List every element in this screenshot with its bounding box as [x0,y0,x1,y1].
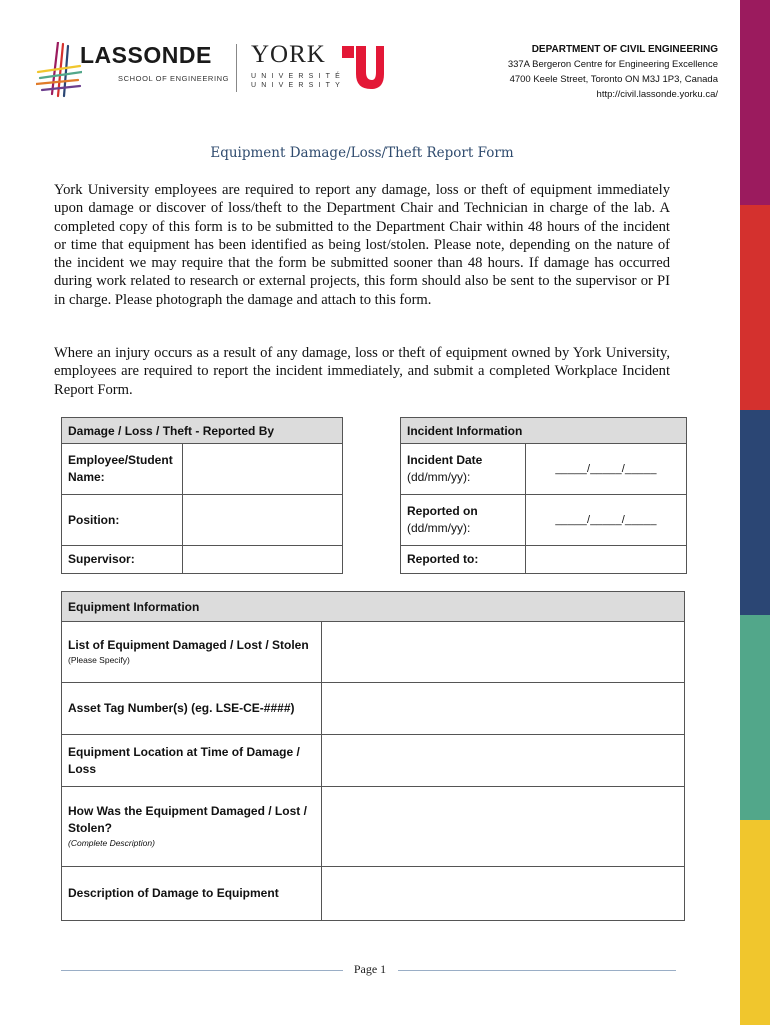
how-damaged-label [62,787,322,867]
reported-on-format: (dd/mm/yy): [407,521,471,535]
color-band-red [740,205,770,410]
equipment-location-label: Equipment Location at Time of Damage / Loss [62,735,322,787]
university-line-text: UNIVERSITY [251,82,346,89]
employee-name-label: Employee/Student Name: [62,444,183,495]
department-header [440,42,718,102]
employee-name-field[interactable] [183,444,343,495]
color-band-navy [740,410,770,615]
position-label: Position: [62,495,183,546]
side-color-bar [740,0,770,1024]
position-field[interactable] [183,495,343,546]
lassonde-wordmark: LASSONDE [80,42,212,68]
incident-date-format: (dd/mm/yy): [407,470,471,484]
reported-on-field[interactable]: _____/_____/_____ [526,495,687,546]
equipment-information-header: Equipment Information [62,592,685,622]
asset-tag-field[interactable] [322,683,685,735]
equipment-information-table [61,591,685,921]
logo-divider [236,44,237,92]
how-damaged-title: How Was the Equipment Damaged / Lost / Stolen? [68,804,307,835]
supervisor-label: Supervisor: [62,546,183,574]
asset-tag-label: Asset Tag Number(s) (eg. LSE-CE-####) [62,683,322,735]
address-line-2: 4700 Keele Street, Toronto ON M3J 1P3, Canada [509,74,718,85]
supervisor-field[interactable] [183,546,343,574]
equipment-list-title: List of Equipment Damaged / Lost / Stolen [68,638,309,652]
equipment-list-field[interactable] [322,622,685,683]
lassonde-york-logo [36,40,396,100]
reported-by-header: Damage / Loss / Theft - Reported By [62,418,343,444]
universite-text: UNIVERSITÉ [251,73,346,80]
how-damaged-field[interactable] [322,787,685,867]
equipment-location-field[interactable] [322,735,685,787]
color-band-magenta [740,0,770,205]
page-number: Page 1 [353,962,387,976]
university-text [251,72,345,90]
how-damaged-note: (Complete Description) [68,838,155,848]
lassonde-mark-icon [36,42,82,98]
reported-on-label [401,495,526,546]
color-band-teal [740,615,770,820]
footer-rule-right [398,970,676,971]
address-line-1: 337A Bergeron Centre for Engineering Excellence [507,59,718,70]
form-title: Equipment Damage/Loss/Theft Report Form [210,145,514,161]
damage-description-label: Description of Damage to Equipment [62,867,322,921]
reported-on-title: Reported on [407,504,478,518]
incident-information-header: Incident Information [401,418,687,444]
york-u-logo-icon [342,44,384,90]
color-band-yellow [740,820,770,1025]
york-wordmark: YORK [251,41,326,68]
school-of-engineering-text: SCHOOL OF ENGINEERING [118,74,230,83]
reported-by-table [61,417,343,574]
incident-date-label [401,444,526,495]
equipment-list-label [62,622,322,683]
incident-date-title: Incident Date [407,453,483,467]
instructions-paragraph-1: York University employees are required to report any damage, loss or theft of equipment immediately upon damage or discover of loss/theft to the Department Chair and Technician in charge of the lab. A completed copy of this form is to be submitted to the Department Chair within 48 hours of the incident or time that equipment has been identified as being lost/stolen. Please note, depending on the nature of the incident we may require that the form be submitted sooner than 48 hours. If damage has occurred during work related to research or external projects, this form should also be sent to the supervisor or PI in charge. Please photograph the damage and attach to this form. [54,182,670,308]
department-url[interactable]: http://civil.lassonde.yorku.ca/ [596,89,718,100]
footer-rule-left [61,970,343,971]
damage-description-field[interactable] [322,867,685,921]
instructions-paragraph-2: Where an injury occurs as a result of any damage, loss or theft of equipment owned by York University, employees are required to report the incident immediately, and submit a completed Workplace Incident Report Form. [54,345,670,398]
incident-information-table [400,417,687,574]
department-name: DEPARTMENT OF CIVIL ENGINEERING [531,44,718,55]
reported-to-field[interactable] [526,546,687,574]
incident-date-field[interactable]: _____/_____/_____ [526,444,687,495]
equipment-list-note: (Please Specify) [68,655,130,665]
reported-to-label: Reported to: [401,546,526,574]
